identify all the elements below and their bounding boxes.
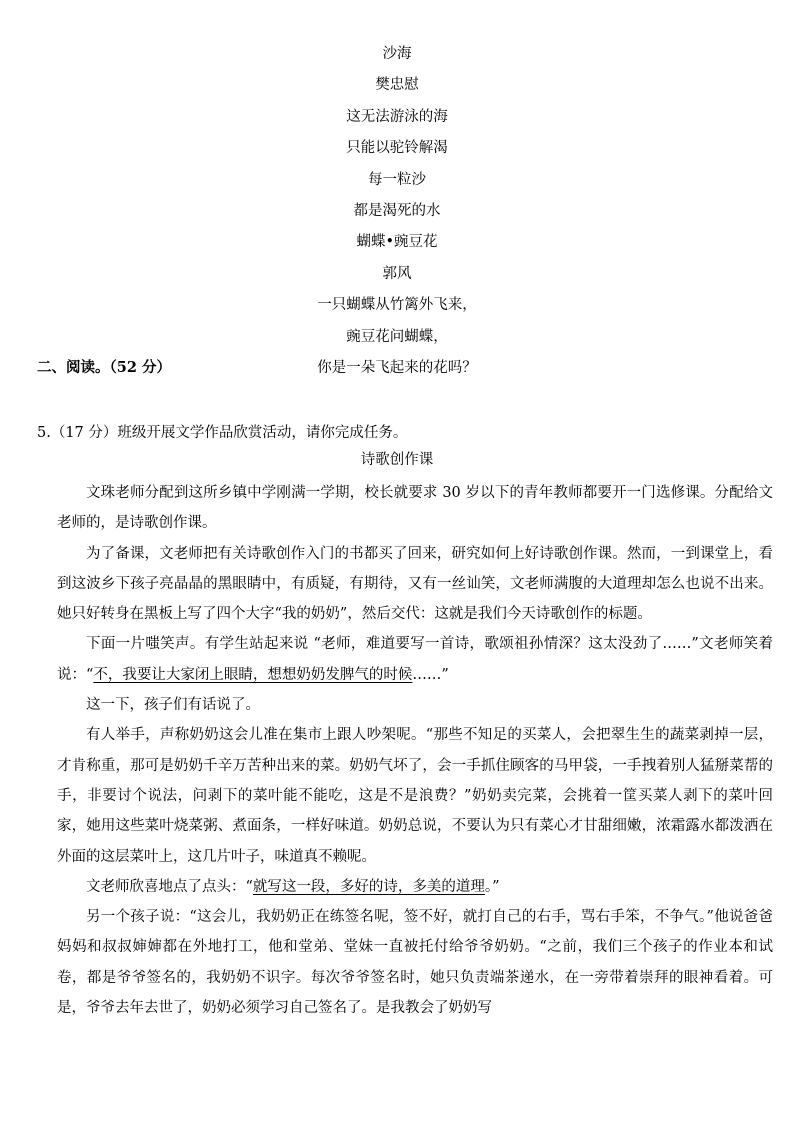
poem-line: 每一粒沙 xyxy=(368,171,426,188)
paragraph-5: 有人举手，声称奶奶这会儿准在集市上跟人吵架呢。“那些不知足的买菜人，会把翠生生的蔬菜剥掉一层，才肯称重，那可是奶奶千辛万苦种出来的菜。奶奶气坏了，会一手抓住顾客的马甲袋，一手拽着别人猛掰菜帮的手，非要讨个说法，问剥下的菜叶能不能吃，这是不是浪费？”奶奶卖完菜，会挑着一筐买菜人剥下的菜叶回家，她用这些菜叶烧菜粥、煮面条，一样好味道。奶奶总说，不要认为只有菜心才甘甜细嫩，浓霜露水都泼洒在外面的这层菜叶上，这几片叶子，味道真不赖呢。 xyxy=(57,727,773,865)
underlined-sentence-1: 不，我要让大家闭上眼睛，想想奶奶发脾气的时候 xyxy=(93,666,413,683)
paragraph-2: 为了备课，文老师把有关诗歌创作入门的书都买了回来，研究如何上好诗歌创作课。然而，一到课堂上，看到这波乡下孩子亮晶晶的黑眼睛中，有质疑，有期待，又有一丝讪笑，文老师满腹的大道理却怎么也说不出来。她只好转身在黑板上写了四个大字“我的奶奶”，然后交代：这就是我们今天诗歌创作的标题。 xyxy=(57,545,773,623)
paragraph-4: 这一下，孩子们有话说了。 xyxy=(86,697,260,714)
poem-line: 你是一朵飞起来的花吗？ xyxy=(317,359,477,376)
paragraph-7: 另一个孩子说：“这会儿，我奶奶正在练签名呢，签不好，就打自己的右手，骂右手笨，不争气。”他说爸爸妈妈和叔叔婶婶都在外地打工，他和堂弟、堂妹一直被托付给爷爷奶奶。“之前，我们三个孩子的作业本和试卷，都是爷爷签名的，我奶奶不识字。每次爷爷签名时，她只负责端茶递水，在一旁带着崇拜的眼神看着。可是，爷爷去年去世了，奶奶必须学习自己签名了。是我教会了奶奶写 xyxy=(57,909,773,1017)
poem-line: 都是渴死的水 xyxy=(353,202,441,219)
poem-title-1: 沙海 xyxy=(382,46,412,62)
poem-line: 豌豆花问蝴蝶， xyxy=(346,328,448,345)
question-prompt: 5.（17 分）班级开展文学作品欣赏活动，请你完成任务。 xyxy=(37,425,408,441)
paragraph-1: 文珠老师分配到这所乡镇中学刚满一学期，校长就要求 30 岁以下的青年教师都要开一门选修课。分配给文老师的，是诗歌创作课。 xyxy=(57,485,773,532)
paragraph-3-text: 下面一片嗤笑声。有学生站起来说 “老师，难道要写一首诗，歌颂祖孙情深？这太没劲了……”文老师笑着说：“ xyxy=(57,636,773,683)
poem-line: 只能以驼铃解渴 xyxy=(346,140,448,157)
poem-line: 这无法游泳的海 xyxy=(346,108,448,125)
paragraph-6-end: 。” xyxy=(484,878,500,895)
paragraph-6-text: 文老师欣喜地点了点头：“ xyxy=(86,878,253,895)
story-title: 诗歌创作课 xyxy=(360,452,434,468)
poem-line: 一只蝴蝶从竹篱外飞来， xyxy=(317,297,477,314)
paragraph-3 xyxy=(57,629,773,690)
underlined-sentence-2: 就写这一段，多好的诗，多美的道理 xyxy=(252,878,485,895)
poem-block xyxy=(0,42,794,387)
poem-title-2: 蝴蝶•豌豆花 xyxy=(356,234,438,251)
poem-author-2: 郭风 xyxy=(382,265,412,282)
poem-author-1: 樊忠慰 xyxy=(375,77,419,94)
paragraph-6 xyxy=(57,872,773,902)
paragraph-3-end: ……” xyxy=(412,666,449,683)
story-body xyxy=(57,478,773,1023)
section-heading: 二、阅读。（52 分） xyxy=(37,359,171,376)
